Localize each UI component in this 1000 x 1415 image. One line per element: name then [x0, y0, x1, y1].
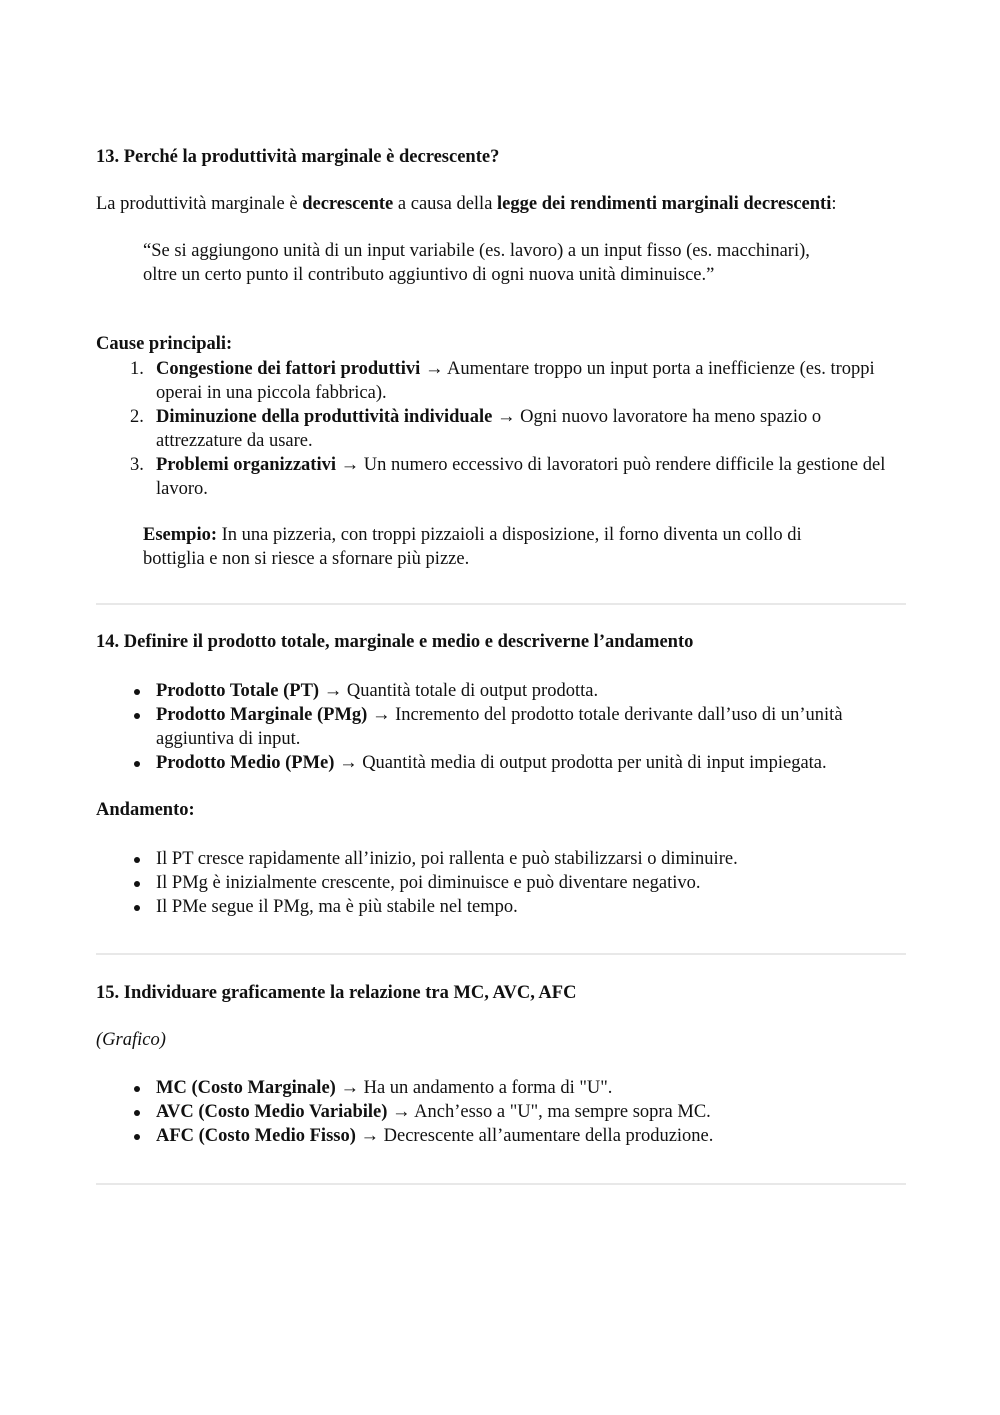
- cause-title: Diminuzione della produttività individuale: [156, 407, 493, 427]
- section-13-title: 13. Perché la produttività marginale è decrescente?: [96, 147, 500, 167]
- cause-item: [130, 453, 910, 501]
- definition-item: [130, 703, 920, 751]
- intro-text-3: :: [831, 194, 837, 214]
- trend-list: [130, 847, 920, 919]
- bullet-icon: [134, 1086, 140, 1092]
- definition-item: [130, 679, 920, 703]
- intro-text-2: a causa della: [393, 194, 498, 214]
- cause-number: 3.: [130, 455, 144, 475]
- intro-bold-2: legge dei rendimenti marginali decrescenti: [497, 194, 832, 214]
- bullet-icon: [134, 689, 140, 695]
- bullet-icon: [134, 761, 140, 767]
- section-divider: [96, 1183, 906, 1185]
- cost-item: [130, 1124, 920, 1148]
- trend-item: [130, 847, 920, 871]
- cost-term: AVC (Costo Medio Variabile): [156, 1102, 388, 1122]
- definition-term: Prodotto Marginale (PMg): [156, 705, 368, 725]
- law-quote: “Se si aggiungono unità di un input variabile (es. lavoro) a un input fisso (es. macchinari), oltre un certo punto il contributo aggiuntivo di ogni nuova unità diminuisce.”: [143, 241, 810, 285]
- cause-item: [130, 357, 910, 405]
- intro-bold-1: decrescente: [302, 194, 394, 214]
- bullet-icon: [134, 905, 140, 911]
- cost-item: [130, 1076, 920, 1100]
- trend-text: Il PMg è inizialmente crescente, poi diminuisce e può diventare negativo.: [156, 873, 701, 893]
- cause-number: 2.: [130, 407, 144, 427]
- causes-heading: Cause principali:: [96, 334, 233, 354]
- trend-text: Il PT cresce rapidamente all’inizio, poi rallenta e può stabilizzarsi o diminuire.: [156, 849, 738, 869]
- cost-text: → Ha un andamento a forma di "U".: [335, 1078, 613, 1098]
- trend-heading: Andamento:: [96, 800, 195, 820]
- cause-text: → Aumentare troppo un input porta a inefficienze (es. troppi operai in una piccola fabbrica).: [156, 359, 875, 403]
- definition-text: → Quantità totale di output prodotta.: [319, 681, 599, 701]
- cost-text: → Decrescente all’aumentare della produzione.: [355, 1126, 714, 1146]
- section-divider: [96, 953, 906, 955]
- bullet-icon: [134, 1110, 140, 1116]
- graph-note: (Grafico): [96, 1030, 166, 1050]
- definition-term: Prodotto Medio (PMe): [156, 753, 335, 773]
- bullet-icon: [134, 857, 140, 863]
- section-15-title: 15. Individuare graficamente la relazione tra MC, AVC, AFC: [96, 983, 577, 1003]
- bullet-icon: [134, 1134, 140, 1140]
- cause-number: 1.: [130, 359, 144, 379]
- trend-item: [130, 871, 920, 895]
- cost-item: [130, 1100, 920, 1124]
- cost-term: MC (Costo Marginale): [156, 1078, 336, 1098]
- definitions-list: [130, 679, 920, 775]
- trend-item: [130, 895, 920, 919]
- cause-text: → Ogni nuovo lavoratore ha meno spazio o attrezzature da usare.: [156, 407, 822, 451]
- cause-title: Congestione dei fattori produttivi: [156, 359, 421, 379]
- example-paragraph: [143, 523, 863, 571]
- example-label: Esempio:: [143, 525, 217, 545]
- section-13-intro: [96, 192, 916, 216]
- cost-curves-list: [130, 1076, 920, 1148]
- bullet-icon: [134, 713, 140, 719]
- cost-term: AFC (Costo Medio Fisso): [156, 1126, 356, 1146]
- definition-item: [130, 751, 920, 775]
- section-divider: [96, 603, 906, 605]
- cost-text: → Anch’esso a "U", ma sempre sopra MC.: [387, 1102, 711, 1122]
- intro-text-1: La produttività marginale è: [96, 194, 303, 214]
- cause-title: Problemi organizzativi: [156, 455, 336, 475]
- cause-item: [130, 405, 910, 453]
- causes-list: [130, 357, 910, 501]
- bullet-icon: [134, 881, 140, 887]
- definition-term: Prodotto Totale (PT): [156, 681, 320, 701]
- definition-text: → Quantità media di output prodotta per unità di input impiegata.: [334, 753, 827, 773]
- trend-text: Il PMe segue il PMg, ma è più stabile nel tempo.: [156, 897, 518, 917]
- definition-text: → Incremento del prodotto totale derivante dall’uso di un’unità aggiuntiva di input.: [156, 705, 843, 749]
- example-text: In una pizzeria, con troppi pizzaioli a disposizione, il forno diventa un collo di bottiglia e non si riesce a sfornare più pizze.: [143, 525, 802, 569]
- cause-text: → Un numero eccessivo di lavoratori può rendere difficile la gestione del lavoro.: [156, 455, 886, 499]
- section-14-title: 14. Definire il prodotto totale, marginale e medio e descriverne l’andamento: [96, 632, 694, 652]
